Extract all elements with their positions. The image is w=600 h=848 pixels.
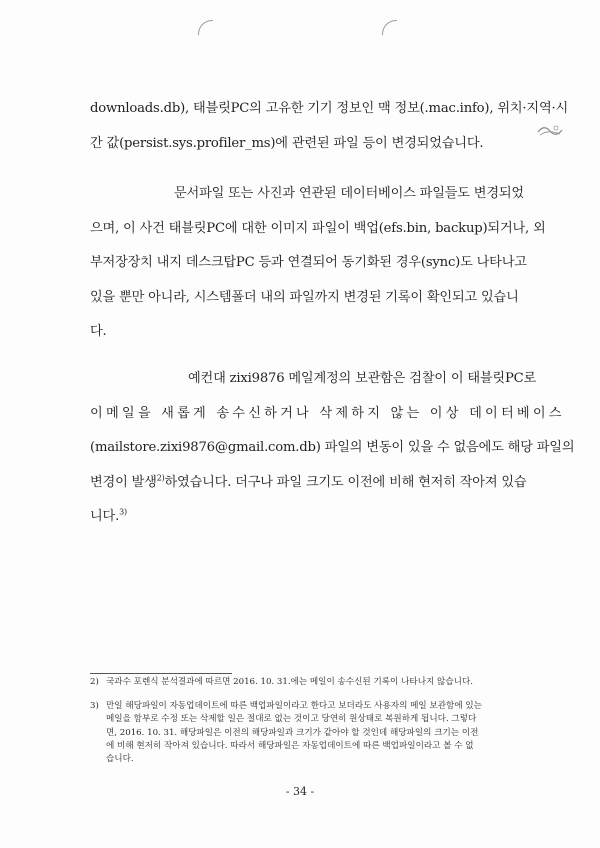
footnotes [90,676,522,777]
footnote-ref-3[interactable]: 3) [119,507,127,517]
text-line: 있을 뿐만 아니라, 시스템폴더 내의 파일까지 변경된 기록이 확인되고 있습니 [90,289,519,305]
text-segment: 변경이 발생 [90,474,157,490]
footnote-number: 2) [90,677,99,687]
text-line: 다. [90,324,107,339]
footnote-ref-2[interactable]: 2) [156,473,165,483]
paragraph-2 [90,177,546,350]
footnote-text: 에 비해 현저히 작아져 있습니다. 따라서 해당파일은 자동업데이트에 따른 백업파일이라고 볼 수 없 [106,740,474,751]
text-segment: 하였습니다. 더구나 파일 크기도 이전에 비해 현저히 작아져 있습 [164,474,527,490]
footnote-2 [90,676,522,689]
text-line: 부저장장치 내지 데스크탑PC 등과 연결되어 동기화된 경우(sync)도 나타나고 [90,255,527,270]
paragraph-1 [90,92,569,161]
footnote-number: 3) [90,701,99,712]
text-line: 문서파일 또는 사진과 연관된 데이터베이스 파일들도 변경되었 [174,186,524,201]
footnote-divider [90,673,232,674]
paragraph-3 [90,362,575,535]
text-line: 예컨대 zixi9876 메일계정의 보관함은 검찰이 이 태블릿PC로 [188,371,537,386]
punch-hole-mark-left [198,20,213,35]
text-line: downloads.db), 태블릿PC의 고유한 기기 정보인 맥 정보(.mac.info), 위치·지역·시 [90,101,569,116]
text-line [90,500,522,535]
page-number: - 34 - [285,785,315,798]
footnote-text: 메일을 함부로 수정 또는 삭제할 일은 절대로 없는 것이고 당연히 원상태로 복원하게 됩니다. 그렇다 [106,714,477,725]
seal-stamp-icon [536,122,566,138]
text-line [90,466,527,501]
footnote-text: 국과수 포렌식 분석결과에 따르면 2016. 10. 31.에는 메일이 송수신된 기록이 나타나지 않습니다. [106,677,473,687]
footnote-3 [90,700,522,766]
text-segment: 니다. [90,509,120,524]
punch-hole-mark-right [382,20,397,35]
footnote-text: 면, 2016. 10. 31. 해당파일은 이전의 해당파일과 크기가 같아야 할 것인데 해당파일의 크기는 이전 [106,727,479,738]
text-line: (mailstore.zixi9876@gmail.com.db) 파일의 변동이 있을 수 없음에도 해당 파일의 [90,440,575,455]
footnote-text: 습니다. [106,754,134,765]
text-line: 간 값(persist.sys.profiler_ms)에 관련된 파일 등이 변경되었습니다. [90,135,484,151]
text-line: 이메일을 새롭게 송수신하거나 삭제하지 않는 이상 데이터베이스 [90,405,565,421]
footnote-text: 만일 해당파일이 자동업데이트에 따른 백업파일이라고 한다고 보더라도 사용자의 메일 보관함에 있는 [106,701,482,712]
text-line: 으며, 이 사건 태블릿PC에 대한 이미지 파일이 백업(efs.bin, backup)되거나, 외 [90,220,546,236]
